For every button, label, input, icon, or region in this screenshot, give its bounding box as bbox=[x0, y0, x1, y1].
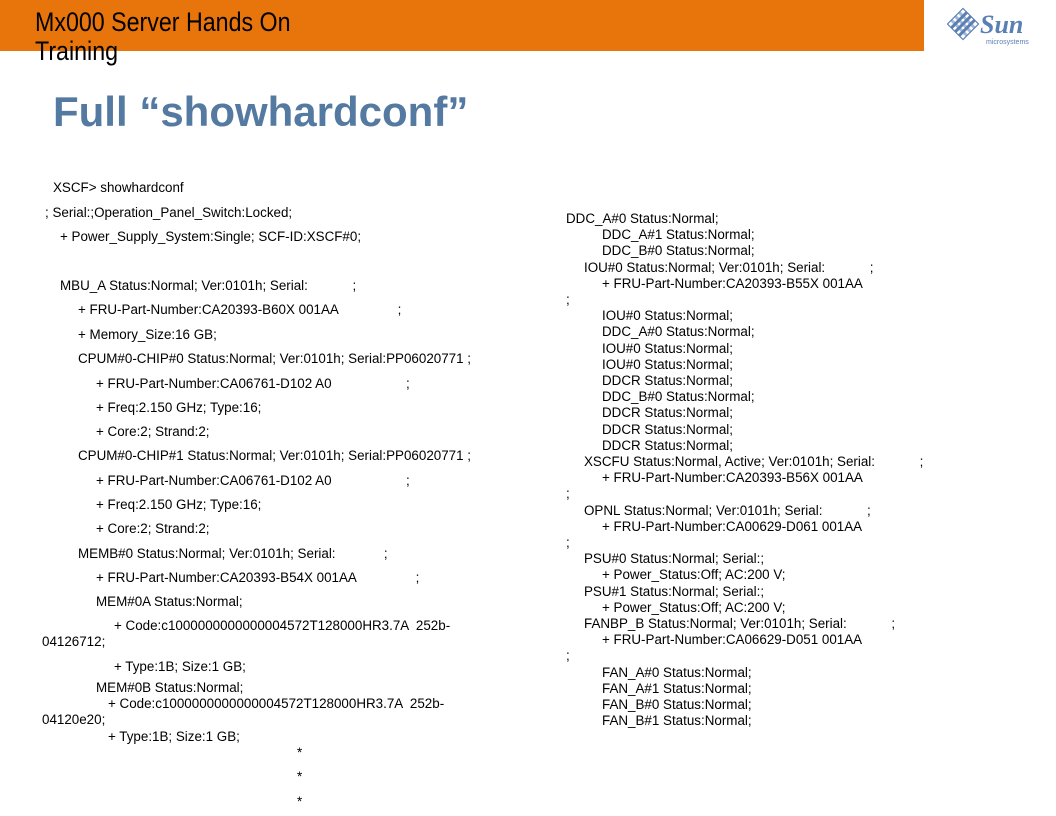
output-line: IOU#0 Status:Normal; bbox=[602, 308, 733, 323]
output-line: 04126712; bbox=[42, 634, 106, 649]
output-line: FAN_A#1 Status:Normal; bbox=[602, 681, 752, 696]
output-line: + Memory_Size:16 GB; bbox=[78, 327, 217, 342]
output-line: * bbox=[297, 745, 303, 760]
output-line: XSCF> showhardconf bbox=[53, 180, 184, 195]
output-line: DDCR Status:Normal; bbox=[602, 405, 733, 420]
output-line: + Core:2; Strand:2; bbox=[96, 424, 210, 439]
output-line: + FRU-Part-Number:CA20393-B55X 001AA bbox=[602, 276, 863, 291]
output-line: + Freq:2.150 GHz; Type:16; bbox=[96, 497, 262, 512]
output-line: + FRU-Part-Number:CA20393-B56X 001AA bbox=[602, 470, 863, 485]
output-line: IOU#0 Status:Normal; bbox=[602, 357, 733, 372]
output-line: DDC_B#0 Status:Normal; bbox=[602, 243, 755, 258]
output-line: DDCR Status:Normal; bbox=[602, 438, 733, 453]
output-line: OPNL Status:Normal; Ver:0101h; Serial: ; bbox=[584, 503, 871, 518]
output-line: MEM#0B Status:Normal; bbox=[96, 680, 244, 695]
output-line: 04120e20; bbox=[42, 712, 106, 727]
output-line: ; bbox=[566, 486, 570, 501]
output-line: ; Serial:;Operation_Panel_Switch:Locked; bbox=[45, 205, 293, 220]
output-line: + Type:1B; Size:1 GB; bbox=[114, 659, 246, 674]
output-line: ; bbox=[566, 648, 570, 663]
output-line: + Type:1B; Size:1 GB; bbox=[108, 729, 240, 744]
logo-subtext: microsystems bbox=[986, 39, 1029, 46]
header-title: Mx000 Server Hands On Training bbox=[35, 7, 291, 66]
output-line: + FRU-Part-Number:CA06629-D051 001AA bbox=[602, 632, 863, 647]
output-line: DDCR Status:Normal; bbox=[602, 373, 733, 388]
output-line: DDC_A#0 Status:Normal; bbox=[602, 324, 755, 339]
output-line: + Core:2; Strand:2; bbox=[96, 521, 210, 536]
output-line: + FRU-Part-Number:CA06761-D102 A0 ; bbox=[96, 376, 410, 391]
slide-title: Full “showhardconf” bbox=[53, 88, 469, 135]
output-line: FAN_B#1 Status:Normal; bbox=[602, 713, 752, 728]
output-line: + Power_Status:Off; AC:200 V; bbox=[602, 567, 786, 582]
output-line: + Code:c1000000000000004572T128000HR3.7A 252b- bbox=[114, 618, 451, 633]
output-line: + Power_Supply_System:Single; SCF-ID:XSCF#0; bbox=[60, 229, 362, 244]
output-line: FANBP_B Status:Normal; Ver:0101h; Serial: ; bbox=[584, 616, 896, 631]
output-line: DDC_A#0 Status:Normal; bbox=[566, 211, 719, 226]
output-line: + FRU-Part-Number:CA00629-D061 001AA bbox=[602, 519, 863, 534]
output-line: ; bbox=[566, 535, 570, 550]
output-line: DDC_A#1 Status:Normal; bbox=[602, 227, 755, 242]
sun-logo bbox=[947, 6, 1037, 50]
output-line: + FRU-Part-Number:CA20393-B60X 001AA ; bbox=[78, 302, 402, 317]
output-line: IOU#0 Status:Normal; bbox=[602, 341, 733, 356]
output-line: DDC_B#0 Status:Normal; bbox=[602, 389, 755, 404]
output-line: + FRU-Part-Number:CA20393-B54X 001AA ; bbox=[96, 570, 420, 585]
sun-logo-icon bbox=[947, 8, 978, 39]
output-line: DDCR Status:Normal; bbox=[602, 422, 733, 437]
output-line: FAN_B#0 Status:Normal; bbox=[602, 697, 752, 712]
output-line: + Code:c1000000000000004572T128000HR3.7A 252b- bbox=[108, 696, 445, 711]
output-line: XSCFU Status:Normal, Active; Ver:0101h; Serial: ; bbox=[584, 454, 924, 469]
output-line: + Power_Status:Off; AC:200 V; bbox=[602, 600, 786, 615]
output-line: MBU_A Status:Normal; Ver:0101h; Serial: ; bbox=[60, 278, 357, 293]
output-line: IOU#0 Status:Normal; Ver:0101h; Serial: ; bbox=[584, 260, 874, 275]
output-line: MEMB#0 Status:Normal; Ver:0101h; Serial: ; bbox=[78, 546, 388, 561]
output-line: MEM#0A Status:Normal; bbox=[96, 594, 243, 609]
output-line: CPUM#0-CHIP#1 Status:Normal; Ver:0101h; Serial:PP06020771 ; bbox=[78, 448, 471, 463]
output-line: PSU#1 Status:Normal; Serial:; bbox=[584, 584, 765, 599]
output-line: + Freq:2.150 GHz; Type:16; bbox=[96, 400, 262, 415]
logo-text: Sun bbox=[980, 10, 1024, 39]
output-line: CPUM#0-CHIP#0 Status:Normal; Ver:0101h; Serial:PP06020771 ; bbox=[78, 351, 471, 366]
output-line: FAN_A#0 Status:Normal; bbox=[602, 665, 752, 680]
output-line: PSU#0 Status:Normal; Serial:; bbox=[584, 551, 765, 566]
output-line: * bbox=[297, 794, 303, 809]
output-line: * bbox=[297, 769, 303, 784]
output-line: + FRU-Part-Number:CA06761-D102 A0 ; bbox=[96, 473, 410, 488]
output-line: ; bbox=[566, 292, 570, 307]
